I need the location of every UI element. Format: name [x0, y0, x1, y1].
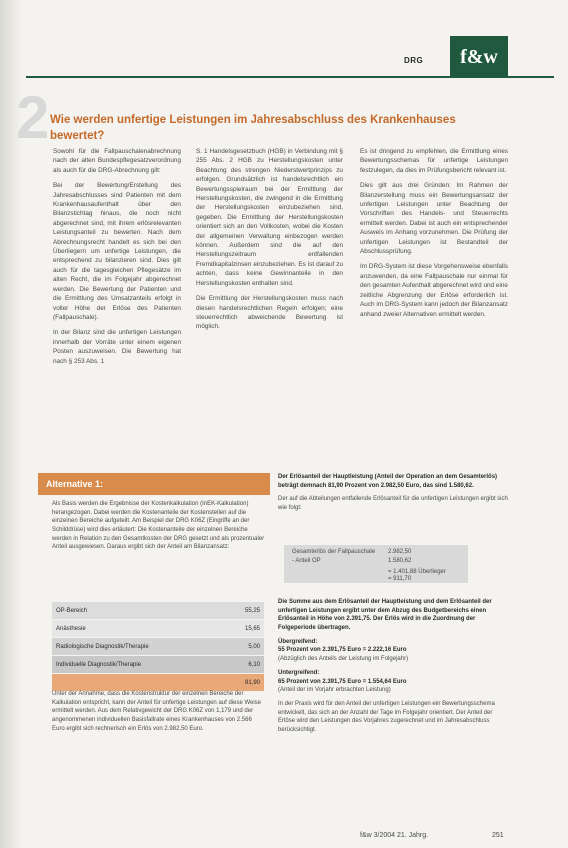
- table-cell-label: Radiologische Diagnostik/Therapie: [52, 638, 216, 656]
- journal-reference: f&w 3/2004 21. Jahrg.: [360, 832, 429, 839]
- paragraph: [278, 638, 508, 664]
- drg-cost-table: [52, 602, 264, 692]
- table-cell-value: 5,00: [216, 638, 264, 656]
- paragraph: Bei der Bewertung/Erstellung des Jahresabschlusses sind Patienten mit dem Krankenhausaufenthalt über den Bilanzstichtag hinaus, die noch nicht abgerechnet sind, mit ihrem erlösrelevanten Leistungsanteil zu bewerten. Nach dem Abrechnungsrecht handelt es sich bei den Überliegern um unfertige Leistungen, die entsprechend zu bilanzieren sind. Dies gilt auch für die tagesgleichen Pflegesätze im alten Recht, die im Folgejahr abgerechnet werden. Die Bewertung der Patienten und die Ermittlung des Umsatzanteils erfolgt in voller Höhe der Erlöse des Patienten (Fallpauschale).: [53, 182, 181, 321]
- calc-value: 1.580,62: [388, 558, 412, 564]
- formula: 65 Prozent von 2.391,75 Euro = 1.554,64 Euro: [278, 678, 407, 685]
- table-cell-value: 6,10: [216, 656, 264, 674]
- calc-label: Gesamterlös der Fallpauschale: [292, 549, 376, 555]
- paragraph: Der auf die Abteilungen entfallende Erlösanteil für die unfertigen Leistungen ergibt sich wie folgt:: [278, 496, 508, 512]
- paragraph: S. 1 Handelsgesetzbuch (HGB) in Verbindung mit § 255 Abs. 2 HGB zu Herstellungskosten unter Beachtung des strengen Niederstwertprinzips zu erfolgen. Grundsätzlich ist handelsrechtlich ein Bewertungsspielraum bei der Ermittlung der Herstellungskosten, die zwingend in die Ermittlung der Herstellungskosten einzubeziehen sind, gegeben. Die Ermittlung der Herstellungskosten orientiert sich an den Vollkosten, wobei die Kosten der allgemeinen Verwaltung einbezogen werden können. Außerdem sind die auf den Herstellungszeitraum entfallenden Fremdkapitalzinsen einzubeziehen. Es ist darauf zu achten, dass keine Gewinnanteile in den Herstellungskosten enthalten sind.: [196, 148, 343, 287]
- paragraph: In der Praxis wird für den Anteil der unfertigen Leistungen ein Bewertungsschema entwickelt, das sich an der Anzahl der Tage im Folgejahr orientiert. Der Anteil der Erlöse wird den Leistungen des Vorjahres zugerechnet und im Jahresabschluss berücksichtigt.: [278, 700, 495, 733]
- paragraph: In der Bilanz sind die unfertigen Leistungen innerhalb der Vorräte unter einem eigenen Posten auszuweisen. Die Bewertung hat nach § 253 Abs. 1: [53, 329, 181, 365]
- text-column-1: [53, 147, 181, 372]
- table-row: [52, 638, 264, 656]
- subheading: Untergreifend:: [278, 669, 320, 676]
- paragraph: Unter der Annahme, dass die Kostenstruktur der einzelnen Bereiche der Kalkulation entspricht, kann der Anteil für unfertige Leistungen auf diese Weise ermittelt werden. Aus dem Relativgewicht der DRG K06Z von 1,179 und der angenommenen individuellen Basisfallrate eines Krankenhauses von 2.566 Euro ergibt sich rechnerisch ein Erlös von 2.982,50 Euro.: [52, 691, 262, 732]
- section-tag: DRG: [404, 56, 424, 65]
- right-column-bottom: [278, 598, 508, 740]
- table-cell-label: Individuelle Diagnostik/Therapie: [52, 656, 216, 674]
- article-number: 2: [16, 84, 50, 151]
- calc-label: - Anteil OP: [292, 558, 321, 564]
- table-row: [52, 656, 264, 674]
- table-row-total: [52, 674, 264, 692]
- fw-logo: f&w: [450, 36, 508, 78]
- paragraph: Die Summe aus dem Erlösanteil der Hauptleistung und dem Erlösanteil der unfertigen Leistungen ergibt unter dem Abzug des Budgetbereichs einen Erlösanteil in Höhe von 2.391,75. Der Erlös wird in die Zuordnung der Folgeperiode übertragen.: [278, 599, 492, 632]
- page-number: 251: [492, 832, 504, 839]
- note: (Abzüglich des Anteils der Leistung im Folgejahr): [278, 656, 409, 663]
- paragraph: Im DRG-System ist diese Vorgehensweise ebenfalls anzuwenden, da eine Fallpauschale nur einmal für den gesamten Aufenthalt abgerechnet wird und eine zeitliche Abgrenzung der Erlöse erforderlich ist. Auch im DRG-System kann jedoch der Bilanzansatz anhand zweier Alternativen ermittelt werden.: [360, 263, 508, 318]
- alternative-intro: [52, 500, 266, 552]
- paragraph: [278, 669, 508, 695]
- calc-value: 2.982,50: [388, 549, 412, 555]
- table-cell-label: [52, 674, 216, 692]
- subheading: Übergreifend:: [278, 638, 318, 645]
- article-title: Wie werden unfertige Leistungen im Jahresabschluss des Krankenhauses bewertet?: [50, 114, 456, 142]
- table-cell-value: 55,25: [216, 602, 264, 620]
- table-row: [52, 602, 264, 620]
- formula: 55 Prozent von 2.391,75 Euro = 2.222,16 Euro: [278, 647, 407, 654]
- alternative-heading: Alternative 1:: [38, 473, 270, 495]
- table-row: [52, 620, 264, 638]
- note: (Anteil der im Vorjahr erbrachten Leistung): [278, 687, 391, 694]
- text-column-3: [360, 147, 508, 325]
- paragraph: Die Ermittlung der Herstellungskosten muss nach diesen handelsrechtlichen Regeln erfolgen; eine steuerrechtlich abweichende Bewertung ist möglich.: [196, 295, 343, 331]
- table-cell-value: 81,90: [216, 674, 264, 692]
- paragraph: Sowohl für die Fallpauschalenabrechnung nach der alten Bundespflegesatzverordnung als auch für die DRG-Abrechnung gilt:: [53, 148, 181, 174]
- header-rule: [26, 76, 554, 78]
- text-column-2: [196, 147, 343, 338]
- paragraph: Der Erlösanteil der Hauptleistung (Anteil der Operation an dem Gesamterlös) beträgt demnach 81,90 Prozent von 2.982,50 Euro, das sind 1.580,62.: [278, 474, 498, 489]
- calc-value: = 1.401,88 Überlieger: [388, 569, 446, 575]
- table-cell-label: Anästhesie: [52, 620, 216, 638]
- calculation-box: [284, 545, 468, 583]
- calc-value: = 911,70: [388, 576, 412, 582]
- paragraph: Dies gilt aus drei Gründen: Im Rahmen der Bilanzerstellung muss ein Bewertungsansatz der unfertigen Leistungen unter Beachtung der Vorschriften des Handels- und Steuerrechts ermittelt werden. Dabei ist auch ein entsprechender Ausweis im Anhang vorzunehmen. Die Prüfung der unfertigen Leistungen ist Bestandteil der Abschlussprüfung.: [360, 182, 508, 256]
- right-column-top: [278, 473, 508, 518]
- alternative-conclusion: [52, 690, 266, 733]
- table-cell-label: OP-Bereich: [52, 602, 216, 620]
- table-cell-value: 15,65: [216, 620, 264, 638]
- paragraph: Es ist dringend zu empfehlen, die Ermittlung eines Bewertungsschemas für unfertige Leistungen festzulegen, da dies im Prüfungsbericht relevant ist.: [360, 148, 508, 174]
- paragraph: Als Basis werden die Ergebnisse der Kostenkalkulation (InEK-Kalkulation) herangezogen. Dabei werden die Kostenanteile der Kostenstellen auf die einzelnen Bereiche aufgeteilt. Am Beispiel der DRG K06Z (Eingriffe an der Schilddrüse) wird dies erläutert: Die Kostenanteile der einzelnen Bereiche werden in Relation zu den Gesamtkosten der DRG gesetzt und als prozentualer Anteil ausgewiesen. Daraus ergibt sich der Anteil am Bilanzansatz:: [52, 501, 265, 551]
